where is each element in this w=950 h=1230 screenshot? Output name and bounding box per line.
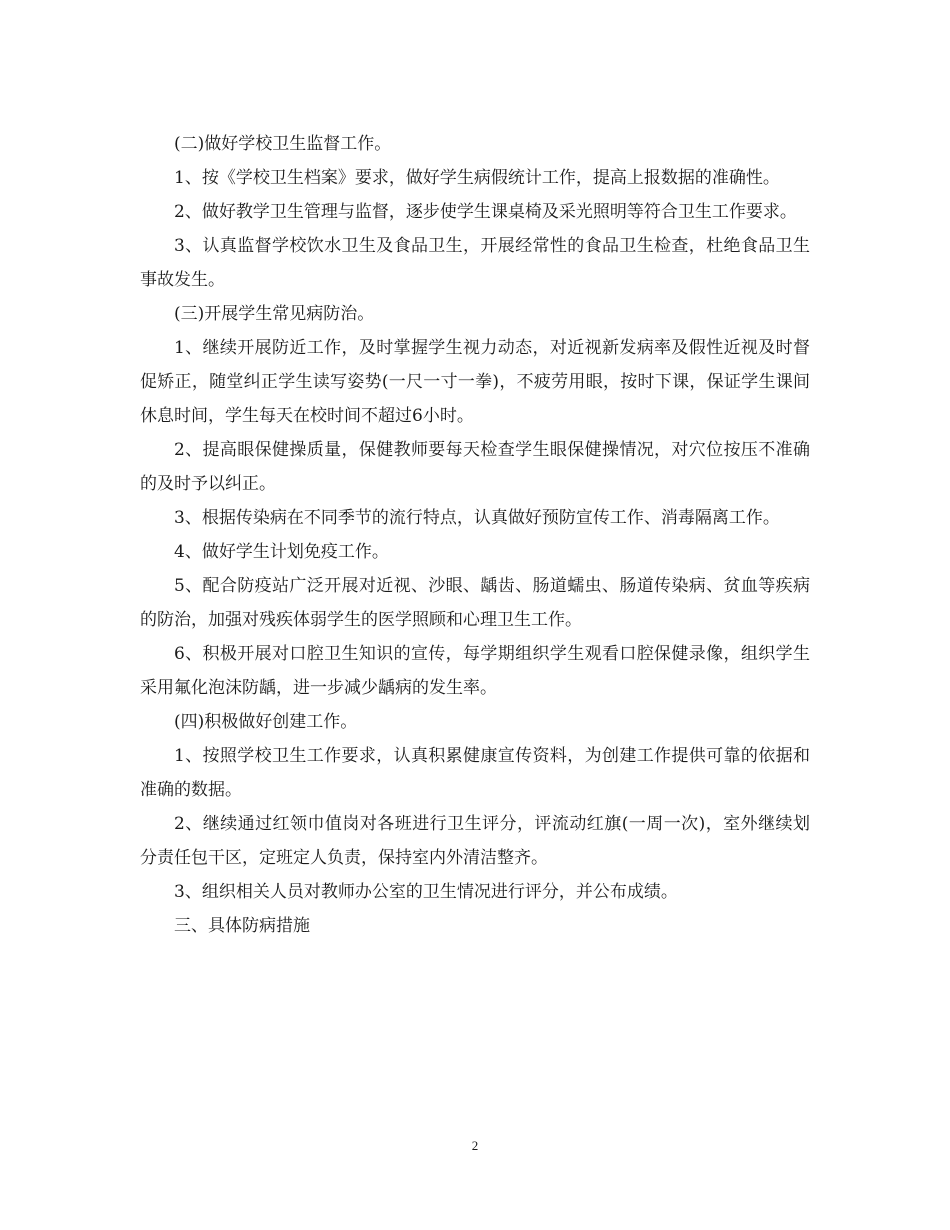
section-heading: 三、具体防病措施 — [174, 916, 310, 936]
paragraph-heading-2: (二)做好学校卫生监督工作。 — [174, 134, 392, 154]
paragraph: 6、积极开展对口腔卫生知识的宣传，每学期组织学生观看口腔保健录像，组织学生采用氟化泡沫防龋，进一步减少龋病的发生率。 — [140, 644, 810, 698]
paragraph: 2、做好教学卫生管理与监督，逐步使学生课桌椅及采光照明等符合卫生工作要求。 — [174, 202, 797, 222]
paragraph: 1、继续开展防近工作，及时掌握学生视力动态，对近视新发病率及假性近视及时督促矫正，随堂纠正学生读写姿势(一尺一寸一拳)，不疲劳用眼，按时下课，保证学生课间休息时间，学生每天在校时间不超过6小时。 — [140, 338, 810, 426]
paragraph: 3、根据传染病在不同季节的流行特点，认真做好预防宣传工作、消毒隔离工作。 — [174, 508, 780, 528]
paragraph: 3、组织相关人员对教师办公室的卫生情况进行评分，并公布成绩。 — [174, 882, 678, 902]
page-number: 2 — [471, 1138, 479, 1153]
paragraph: 1、按照学校卫生工作要求，认真积累健康宣传资料，为创建工作提供可靠的依据和准确的数据。 — [140, 746, 810, 800]
paragraph-heading-3: (三)开展学生常见病防治。 — [174, 304, 375, 324]
paragraph: 2、提高眼保健操质量，保健教师要每天检查学生眼保健操情况，对穴位按压不准确的及时予以纠正。 — [140, 440, 810, 494]
paragraph: 2、继续通过红领巾值岗对各班进行卫生评分，评流动红旗(一周一次)，室外继续划分责任包干区，定班定人负责，保持室内外清洁整齐。 — [140, 814, 810, 868]
paragraph: 4、做好学生计划免疫工作。 — [174, 542, 389, 562]
paragraph: 3、认真监督学校饮水卫生及食品卫生，开展经常性的食品卫生检查，杜绝食品卫生事故发生。 — [140, 236, 810, 290]
paragraph: 1、按《学校卫生档案》要求，做好学生病假统计工作，提高上报数据的准确性。 — [174, 168, 780, 188]
paragraph-heading-4: (四)积极做好创建工作。 — [174, 712, 358, 732]
document-body — [140, 127, 810, 943]
paragraph: 5、配合防疫站广泛开展对近视、沙眼、龋齿、肠道蠕虫、肠道传染病、贫血等疾病的防治，加强对残疾体弱学生的医学照顾和心理卫生工作。 — [140, 576, 810, 630]
